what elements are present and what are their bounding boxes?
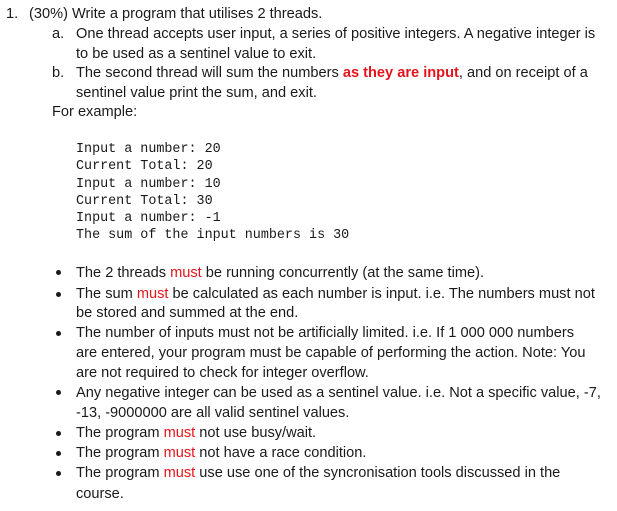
part-b-line1-pre: The second thread will sum the numbers <box>76 65 343 81</box>
part-b-letter: b. <box>52 65 65 81</box>
example-line: Current Total: 30 <box>76 194 213 209</box>
bullet-dot <box>56 331 61 336</box>
example-line: Input a number: -1 <box>76 211 221 226</box>
requirement-text: be running concurrently (at the same time). <box>201 265 485 281</box>
bullet-dot <box>56 270 61 275</box>
question-number: 1. <box>6 6 19 22</box>
requirement-text: be calculated as each number is input. i.e. The numbers must not <box>168 286 595 302</box>
requirement-line: -13, -9000000 are all valid sentinel values. <box>76 405 350 421</box>
part-a-line1: One thread accepts user input, a series of positive integers. A negative integer is <box>76 26 596 42</box>
part-a-line2: to be used as a sentinel value to exit. <box>76 46 317 62</box>
requirement-line: are not required to check for integer overflow. <box>76 365 369 381</box>
bullet-dot <box>56 292 61 297</box>
requirement-text: not use busy/wait. <box>195 425 317 441</box>
requirement-text: The program <box>76 465 164 481</box>
requirement-line: course. <box>76 486 124 502</box>
requirement-line: The number of inputs must not be artificially limited. i.e. If 1 000 000 numbers <box>76 325 575 341</box>
bullet-dot <box>56 451 61 456</box>
bullet-dot <box>56 431 61 436</box>
requirement-line <box>76 443 366 463</box>
requirement-text: use use one of the syncronisation tools discussed in the <box>195 465 561 481</box>
part-a-letter: a. <box>52 26 65 42</box>
requirement-line: Any negative integer can be used as a sentinel value. i.e. Not a specific value, -7, <box>76 385 601 401</box>
requirement-text: The program <box>76 425 164 441</box>
part-b-emphasis: as they are input <box>342 65 459 81</box>
part-b-line2: sentinel value print the sum, and exit. <box>76 85 317 101</box>
example-label: For example: <box>52 104 138 120</box>
question-intro: (30%) Write a program that utilises 2 threads. <box>29 6 323 22</box>
requirement-line <box>76 423 316 443</box>
requirement-line: are entered, your program must be capable of performing the action. Note: You <box>76 345 586 361</box>
requirement-emphasis: must <box>170 265 202 281</box>
requirement-text: not have a race condition. <box>195 445 367 461</box>
requirement-text: The program <box>76 445 164 461</box>
bullet-dot <box>56 471 61 476</box>
example-line: Current Total: 20 <box>76 159 213 174</box>
requirement-line: be stored and summed at the end. <box>76 305 299 321</box>
requirement-emphasis: must <box>136 286 169 302</box>
requirement-emphasis: must <box>163 425 196 441</box>
part-b-line1-post: , and on receipt of a <box>458 65 588 81</box>
requirement-text: The 2 threads <box>76 265 171 281</box>
requirement-emphasis: must <box>163 465 196 481</box>
requirement-line <box>76 463 560 483</box>
requirement-line <box>76 284 595 304</box>
part-b-line1 <box>76 63 588 83</box>
example-line: Input a number: 20 <box>76 142 221 157</box>
bullet-dot <box>56 390 61 395</box>
requirement-emphasis: must <box>163 445 196 461</box>
requirement-line <box>76 263 484 283</box>
example-line: The sum of the input numbers is 30 <box>76 228 350 243</box>
requirement-text: The sum <box>76 286 137 302</box>
example-line: Input a number: 10 <box>76 177 221 192</box>
